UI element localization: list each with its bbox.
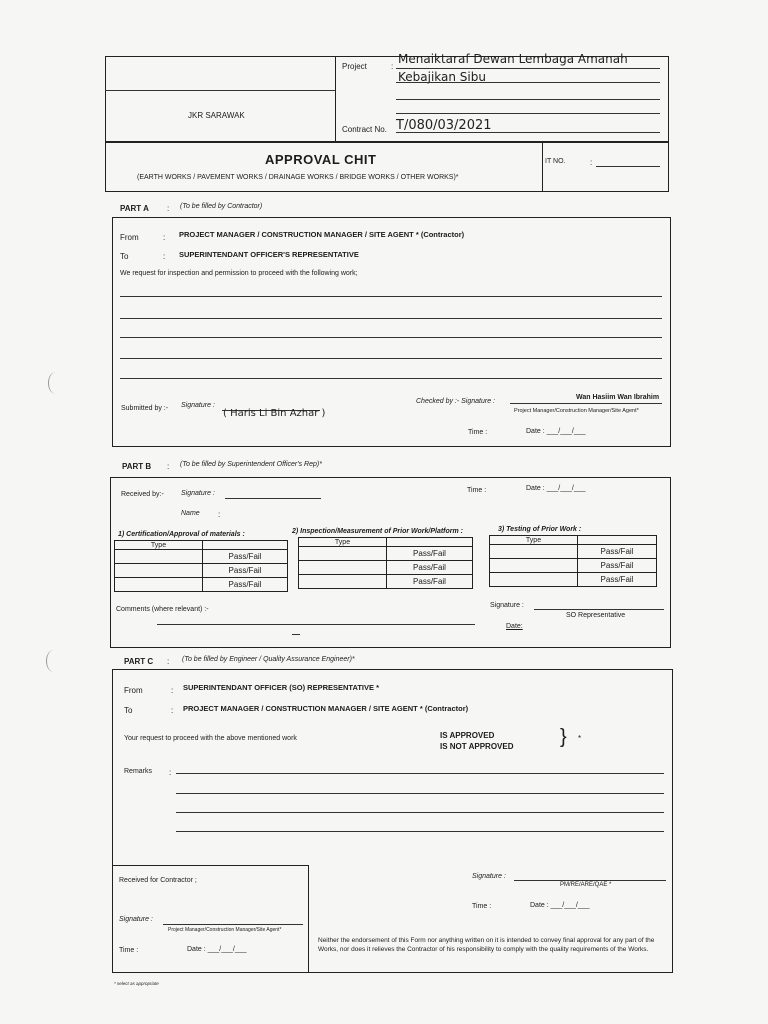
table-row (115, 564, 288, 578)
contractor-time-label: Time : (119, 947, 139, 954)
part-c-to-colon: : (171, 706, 174, 715)
received-signature-line[interactable] (225, 498, 321, 499)
type-cell[interactable] (490, 573, 578, 587)
it-no-colon: : (590, 158, 593, 167)
pass-fail-cell[interactable]: Pass/Fail (203, 550, 288, 564)
pm-roles: PM/RE/ARE/QAE * (560, 882, 612, 888)
work-line-4[interactable] (120, 358, 662, 359)
project-line-3 (396, 99, 660, 100)
checked-by-label: Checked by :- Signature : (416, 398, 495, 405)
project-colon: : (391, 62, 394, 71)
comments-line[interactable] (157, 624, 475, 625)
table-row (115, 550, 288, 564)
project-line-1 (396, 68, 660, 69)
table-row (299, 547, 473, 561)
approval-brace: } (560, 726, 567, 748)
work-line-1[interactable] (120, 296, 662, 297)
table1-title: 1) Certification/Approval of materials : (118, 531, 245, 538)
remarks-line-4[interactable] (176, 831, 664, 832)
table-row (299, 575, 473, 589)
part-b-colon: : (167, 462, 170, 471)
submitted-name: ( Haris Li Bin Azhar ) (223, 408, 326, 419)
received-signature-label: Signature : (181, 490, 215, 497)
title-divider (542, 142, 543, 192)
remarks-colon: : (169, 768, 172, 777)
project-line-2 (396, 82, 660, 83)
comments-dash (292, 634, 300, 635)
part-c-from-label: From (124, 686, 143, 695)
table-row (490, 559, 657, 573)
table2-type-header: Type (299, 538, 387, 547)
contract-label: Contract No. (342, 125, 387, 134)
so-representative: SO Representative (566, 612, 626, 619)
table2-result-header (387, 538, 473, 547)
part-c-to-label: To (124, 706, 133, 715)
remarks-line-2[interactable] (176, 793, 664, 794)
punch-hole-bottom (46, 650, 61, 672)
pm-signature-label: Signature : (472, 873, 506, 880)
so-date-label: Date: (506, 623, 523, 630)
table-row (299, 561, 473, 575)
pass-fail-cell[interactable]: Pass/Fail (578, 545, 657, 559)
contractor-signature-label: Signature : (119, 916, 153, 923)
table1-type-header: Type (115, 541, 203, 550)
contractor-date-label: Date : ___/___/___ (187, 946, 247, 953)
inspection-table (298, 537, 473, 589)
type-cell[interactable] (299, 547, 387, 561)
received-for-contractor-label: Received for Contractor ; (119, 877, 197, 884)
materials-table (114, 540, 288, 592)
part-b-date-label: Date : ___/___/___ (526, 485, 586, 492)
remarks-label: Remarks (124, 768, 153, 775)
table3-result-header (578, 536, 657, 545)
submitted-by-label: Submitted by :- (121, 405, 169, 412)
pass-fail-cell[interactable]: Pass/Fail (203, 564, 288, 578)
part-a-to-label: To (120, 252, 129, 261)
so-signature-line[interactable] (534, 609, 664, 610)
submitted-signature-label: Signature : (181, 402, 215, 409)
work-line-3[interactable] (120, 337, 662, 338)
disclaimer-text: Neither the endorsement of this Form nor anything written on it is intended to convey final approval for any part of the Works, nor does it relieves the Contractor of his responsibility to comply with the quality requirements of the Works. (318, 937, 655, 953)
contractor-role: Project Manager/Construction Manager/Site Agent* (168, 927, 282, 933)
contract-number: T/080/03/2021 (396, 118, 492, 133)
type-cell[interactable] (299, 575, 387, 589)
part-a-label: PART A (120, 204, 149, 213)
pm-time-label: Time : (472, 903, 492, 910)
table-row (490, 545, 657, 559)
pass-fail-cell[interactable]: Pass/Fail (578, 573, 657, 587)
pass-fail-cell[interactable]: Pass/Fail (387, 561, 473, 575)
approved-option[interactable]: IS APPROVED (440, 731, 495, 740)
part-c-from-value: SUPERINTENDANT OFFICER (SO) REPRESENTATIVE * (183, 683, 379, 692)
footer-note: * select as appropriate (114, 981, 159, 986)
checked-name: Wan Hasiim Wan Ibrahim (576, 394, 660, 401)
header-org-top-line (105, 90, 335, 91)
work-line-2[interactable] (120, 318, 662, 319)
project-name-line1: Menaiktaraf Dewan Lembaga Amanah (398, 52, 628, 66)
part-a-request-text: We request for inspection and permission to proceed with the following work; (120, 270, 358, 277)
form-title: APPROVAL CHIT (265, 152, 377, 167)
part-c-from-colon: : (171, 686, 174, 695)
checked-role: Project Manager/Construction Manager/Site Agent* (514, 408, 639, 414)
part-a-colon: : (167, 204, 170, 213)
so-signature-label: Signature : (490, 602, 524, 609)
part-c-request-text: Your request to proceed with the above mentioned work (124, 735, 297, 742)
table-row (490, 573, 657, 587)
pass-fail-cell[interactable]: Pass/Fail (578, 559, 657, 573)
punch-hole-top (48, 372, 63, 394)
approval-asterisk: * (578, 734, 582, 743)
part-b-time-label: Time : (467, 487, 487, 494)
part-a-time-label: Time : (468, 429, 488, 436)
part-c-label: PART C (124, 657, 154, 666)
part-a-date-label: Date : ___/___/___ (526, 428, 586, 435)
type-cell[interactable] (115, 578, 203, 592)
part-a-to-colon: : (163, 252, 166, 261)
pass-fail-cell[interactable]: Pass/Fail (387, 547, 473, 561)
part-a-from-colon: : (163, 233, 166, 242)
pass-fail-cell[interactable]: Pass/Fail (387, 575, 473, 589)
type-cell[interactable] (490, 559, 578, 573)
it-no-label: IT NO. (545, 158, 566, 165)
table3-title: 3) Testing of Prior Work : (498, 526, 582, 533)
received-name-colon: : (218, 510, 221, 519)
part-a-note: (To be filled by Contractor) (180, 203, 263, 210)
form-subtitle: (EARTH WORKS / PAVEMENT WORKS / DRAINAGE WORKS / BRIDGE WORKS / OTHER WORKS)* (137, 174, 459, 181)
remarks-line-1[interactable] (176, 773, 664, 774)
comments-label: Comments (where relevant) :- (116, 606, 209, 613)
org-name: JKR SARAWAK (188, 111, 245, 120)
work-line-5[interactable] (120, 378, 662, 379)
part-b-note: (To be filled by Superintendent Officer's Rep)* (180, 461, 322, 468)
type-cell[interactable] (115, 550, 203, 564)
testing-table (489, 535, 657, 587)
part-c-note: (To be filled by Engineer / Quality Assurance Engineer)* (182, 656, 355, 663)
project-label: Project (342, 62, 367, 71)
table3-type-header: Type (490, 536, 578, 545)
type-cell[interactable] (490, 545, 578, 559)
table1-result-header (203, 541, 288, 550)
part-b-label: PART B (122, 462, 152, 471)
project-name-line2: Kebajikan Sibu (398, 70, 486, 84)
received-by-label: Received by:- (121, 491, 164, 498)
part-a-from-value: PROJECT MANAGER / CONSTRUCTION MANAGER / SITE AGENT * (Contractor) (179, 230, 465, 239)
pm-date-label: Date : ___/___/___ (530, 902, 590, 909)
checked-signature-line[interactable] (510, 403, 662, 404)
type-cell[interactable] (299, 561, 387, 575)
title-box (105, 142, 669, 192)
contractor-signature-line[interactable] (163, 924, 303, 925)
part-c-colon: : (167, 657, 170, 666)
project-line-4 (396, 113, 660, 114)
pm-signature-line[interactable] (514, 880, 666, 881)
remarks-line-3[interactable] (176, 812, 664, 813)
part-c-to-value: PROJECT MANAGER / CONSTRUCTION MANAGER / SITE AGENT * (Contractor) (183, 704, 469, 713)
table2-title: 2) Inspection/Measurement of Prior Work/Platform : (292, 528, 464, 535)
part-a-from-label: From (120, 233, 139, 242)
part-a-to-value: SUPERINTENDANT OFFICER'S REPRESENTATIVE (179, 250, 359, 259)
table-row (115, 578, 288, 592)
pass-fail-cell[interactable]: Pass/Fail (203, 578, 288, 592)
contract-line (396, 132, 660, 133)
received-name-label: Name (181, 510, 200, 517)
it-no-line (596, 166, 660, 167)
header-divider (335, 56, 336, 142)
not-approved-option[interactable]: IS NOT APPROVED (440, 742, 514, 751)
type-cell[interactable] (115, 564, 203, 578)
